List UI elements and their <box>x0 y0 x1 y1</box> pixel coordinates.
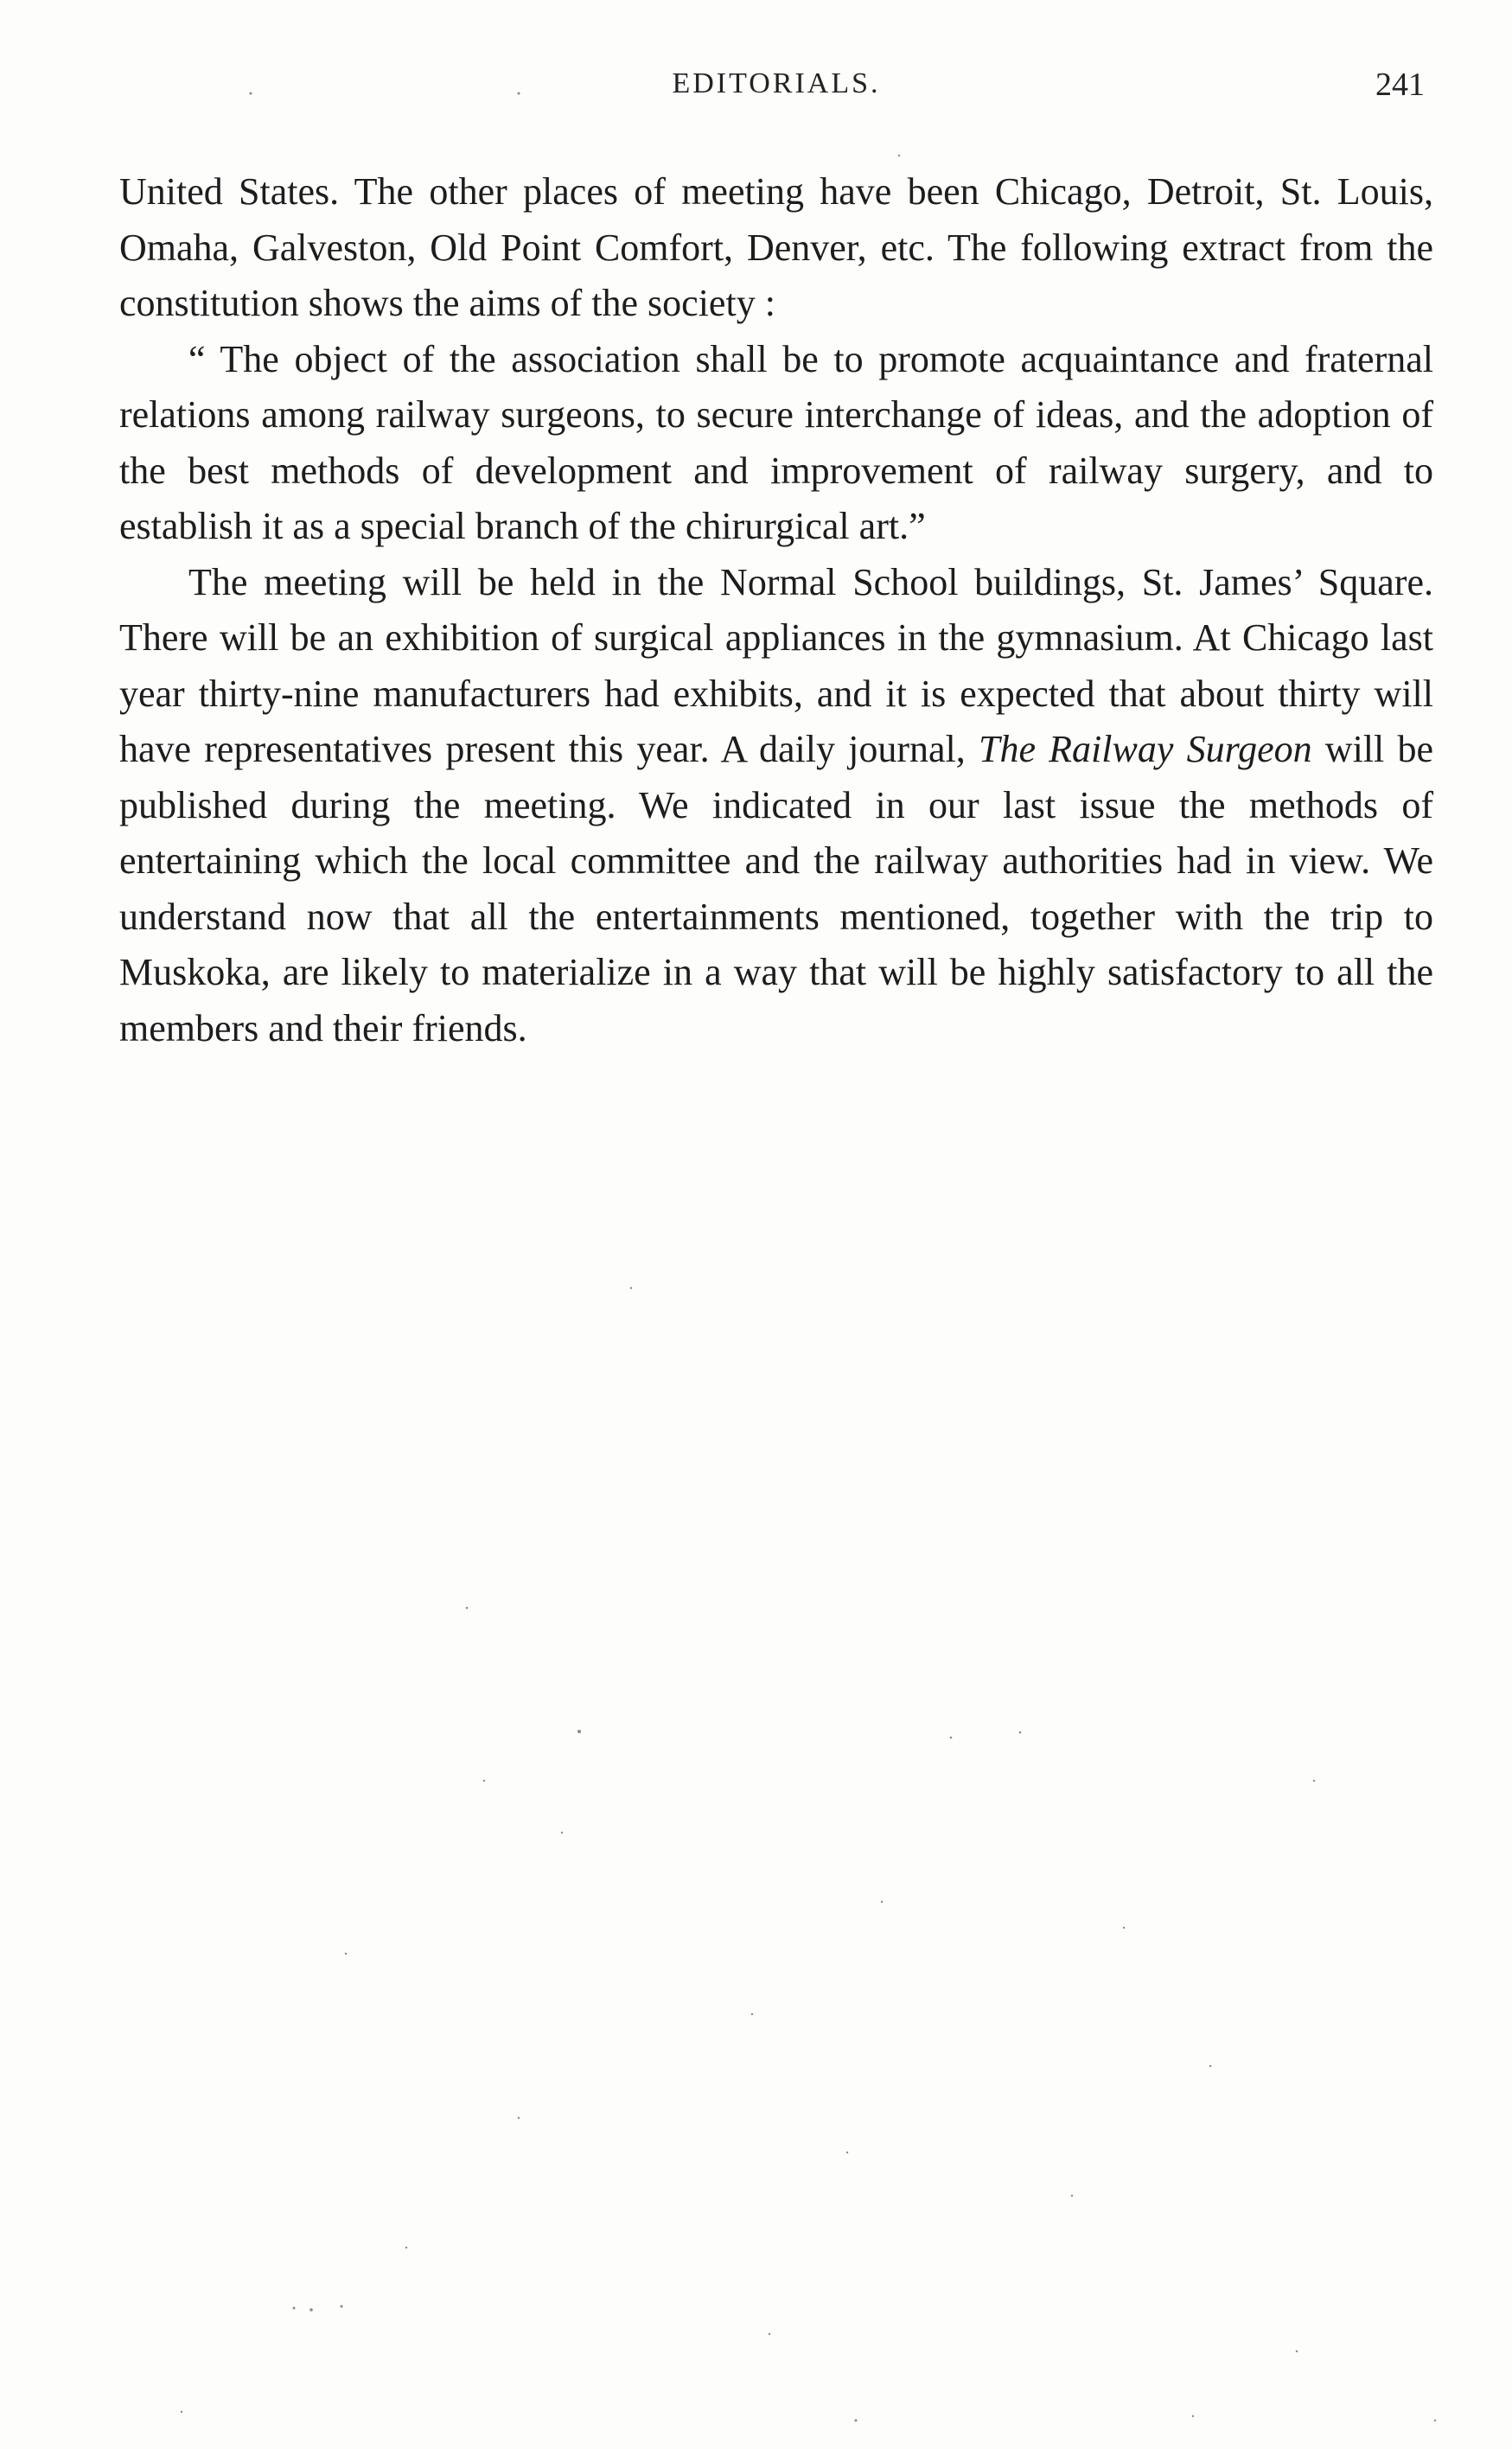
journal-title: The Railway Surgeon <box>978 728 1312 770</box>
page-number: 241 <box>1375 67 1425 103</box>
paragraph-continuation: United States. The other places of meeting have been Chicago, Detroit, St. Louis, Omaha, Galveston, Old Point Comfort, Denver, etc. The following extract from the constitution shows the aims of the society : <box>119 170 1433 324</box>
paragraph-meeting-text-start: The meeting will be held in the Normal School buildings, St. James’ Square. There will be an exhibition of surgical appliances in the gymnasium. At Chicago last year thirty-nine manufacturers had exhibits, and it is expected that about thirty will have representatives present this year. A daily journal, <box>119 560 1433 770</box>
constitution-quote: “ The object of the association shall be to promote acquaintance and fraternal relations among railway surgeons, to secure interchange of ideas, and the adoption of the best methods of development and improvement of railway surgery, and to establish it as a special branch of the chirurgical art.” <box>119 337 1433 547</box>
paragraph-meeting-text-end: will be published during the meeting. We indicated in our last issue the methods of entertaining which the local committee and the railway authorities had in view. We understand now that all the entertainments mentioned, together with the trip to Muskoka, are likely to materialize in a way that will be highly satisfactory to all the members and their friends. <box>119 728 1433 1049</box>
section-title: EDITORIALS. <box>672 67 881 99</box>
